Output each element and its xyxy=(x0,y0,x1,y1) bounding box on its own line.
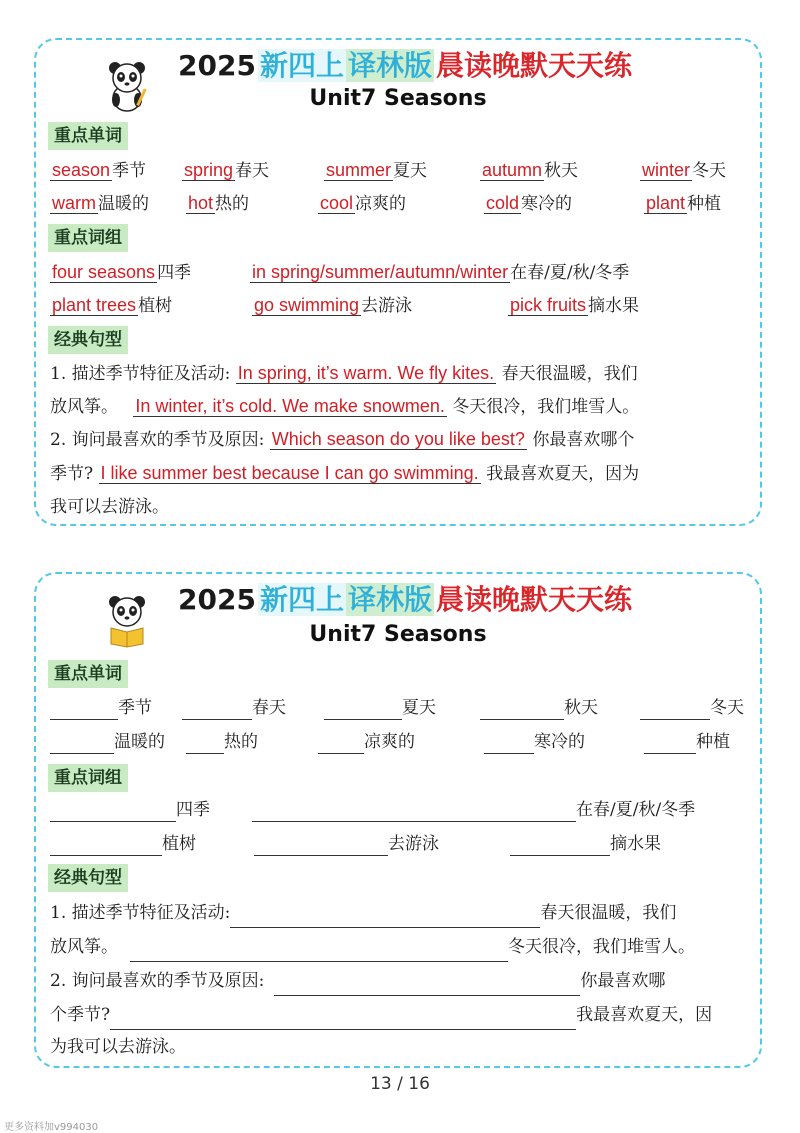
practice-card xyxy=(34,572,762,1068)
word-blank[interactable] xyxy=(182,701,252,720)
word-en: cold xyxy=(486,193,520,213)
word-blank[interactable] xyxy=(480,701,564,720)
sentence-1-line-2: 放风筝。 In winter, it’s cold. We make snowmen. 冬天很冷，我们堆雪人。 xyxy=(50,396,640,417)
sentence-2-line-2: 季节? I like summer best because I can go swimming. 我最喜欢夏天，因为 xyxy=(50,463,640,484)
word-en: spring xyxy=(184,160,234,180)
word-zh: 种植 xyxy=(687,194,722,214)
word-blank[interactable] xyxy=(50,735,114,754)
phrases-row-1 xyxy=(50,260,750,288)
sentence-blank[interactable] xyxy=(230,909,540,928)
word-zh: 凉爽的 xyxy=(355,194,407,214)
phrase-blank[interactable] xyxy=(254,837,388,856)
word-blank[interactable] xyxy=(324,701,402,720)
word-blank[interactable] xyxy=(186,735,224,754)
sentence-1-line-1: 1. 描述季节特征及活动: 春天很温暖，我们 xyxy=(50,898,750,928)
page-number: 13 / 16 xyxy=(370,1074,430,1094)
word-blank[interactable] xyxy=(484,735,534,754)
phrases-row-2 xyxy=(50,293,750,321)
phrase-blank[interactable] xyxy=(50,837,162,856)
words-row-1 xyxy=(50,158,750,186)
section-sentences-label: 经典句型 xyxy=(48,326,128,354)
sentence-blank[interactable] xyxy=(274,977,580,996)
unit-subtitle: Unit7 Seasons xyxy=(309,622,487,647)
word-blank[interactable] xyxy=(644,735,696,754)
phrase-blank[interactable] xyxy=(510,837,610,856)
watermark-text: 更多资料加v994030 xyxy=(4,1122,99,1133)
phrases-blank-row-1: 四季 在春/夏/秋/冬季 xyxy=(50,798,750,826)
word-en: hot xyxy=(188,193,214,213)
phrase-en: plant trees xyxy=(52,295,137,315)
phrase-zh: 植树 xyxy=(138,296,173,316)
sentence-2-line-3: 为我可以去游泳。 xyxy=(50,1037,186,1057)
word-blank[interactable] xyxy=(50,701,118,720)
phrase-en: in spring/summer/autumn/winter xyxy=(252,262,509,282)
phrase-en: go swimming xyxy=(254,295,360,315)
word-zh: 热的 xyxy=(215,194,250,214)
word-en: autumn xyxy=(482,160,543,180)
page-title: 2025 新四上 译林版 晨读晚默天天练 xyxy=(178,49,632,82)
phrase-en: four seasons xyxy=(52,262,156,282)
phrase-zh: 摘水果 xyxy=(588,296,640,316)
words-blank-row-1: 季节 春天 夏天 秋天 冬天 xyxy=(50,696,750,724)
section-sentences-label: 经典句型 xyxy=(48,864,128,892)
section-words-label: 重点单词 xyxy=(48,660,128,688)
phrase-zh: 在春/夏/秋/冬季 xyxy=(510,263,630,283)
word-en: cool xyxy=(320,193,354,213)
sentence-1-line-1: 1. 描述季节特征及活动: In spring, it’s warm. We fly kites. 春天很温暖，我们 xyxy=(50,363,638,384)
phrase-zh: 四季 xyxy=(157,263,192,283)
words-blank-row-2: 温暖的 热的 凉爽的 寒冷的 种植 xyxy=(50,730,750,758)
unit-subtitle: Unit7 Seasons xyxy=(309,86,487,111)
sentence-blank[interactable] xyxy=(110,1011,576,1030)
sentence-1-line-2: 放风筝。 冬天很冷，我们堆雪人。 xyxy=(50,932,750,962)
sentence-2-line-3: 我可以去游泳。 xyxy=(50,497,169,517)
sentence-en: Which season do you like best? xyxy=(271,429,525,449)
sentence-2-line-1: 2. 询问最喜欢的季节及原因: 你最喜欢哪 xyxy=(50,966,750,996)
word-zh: 温暖的 xyxy=(98,194,149,214)
answer-card xyxy=(34,38,762,526)
word-zh: 冬天 xyxy=(692,161,727,181)
phrases-blank-row-2: 植树 去游泳 摘水果 xyxy=(50,832,750,860)
word-en: plant xyxy=(646,193,686,213)
sentence-en: In winter, it’s cold. We make snowmen. xyxy=(135,396,445,416)
sentence-en: In spring, it’s warm. We fly kites. xyxy=(237,363,495,383)
word-zh: 春天 xyxy=(235,161,270,181)
word-en: warm xyxy=(52,193,96,213)
word-zh: 秋天 xyxy=(544,161,579,181)
word-blank[interactable] xyxy=(640,701,710,720)
section-words-label: 重点单词 xyxy=(48,122,128,150)
page-title: 2025 新四上 译林版 晨读晚默天天练 xyxy=(178,583,632,616)
sentence-en: I like summer best because I can go swimming. xyxy=(100,463,479,483)
word-zh: 寒冷的 xyxy=(521,194,573,214)
word-en: season xyxy=(52,160,111,180)
word-zh: 夏天 xyxy=(393,161,428,181)
word-zh: 季节 xyxy=(112,161,147,181)
phrase-blank[interactable] xyxy=(252,803,576,822)
sentence-blank[interactable] xyxy=(130,943,508,962)
sentence-2-line-2: 个季节? 我最喜欢夏天，因 xyxy=(50,1000,750,1030)
phrase-blank[interactable] xyxy=(50,803,176,822)
phrase-zh: 去游泳 xyxy=(361,296,413,316)
section-phrases-label: 重点词组 xyxy=(48,764,128,792)
words-row-2 xyxy=(50,191,750,219)
word-en: summer xyxy=(326,160,392,180)
word-en: winter xyxy=(642,160,691,180)
sentence-2-line-1: 2. 询问最喜欢的季节及原因: Which season do you like best? 你最喜欢哪个 xyxy=(50,429,635,450)
word-blank[interactable] xyxy=(318,735,364,754)
section-phrases-label: 重点词组 xyxy=(48,224,128,252)
phrase-en: pick fruits xyxy=(510,295,587,315)
